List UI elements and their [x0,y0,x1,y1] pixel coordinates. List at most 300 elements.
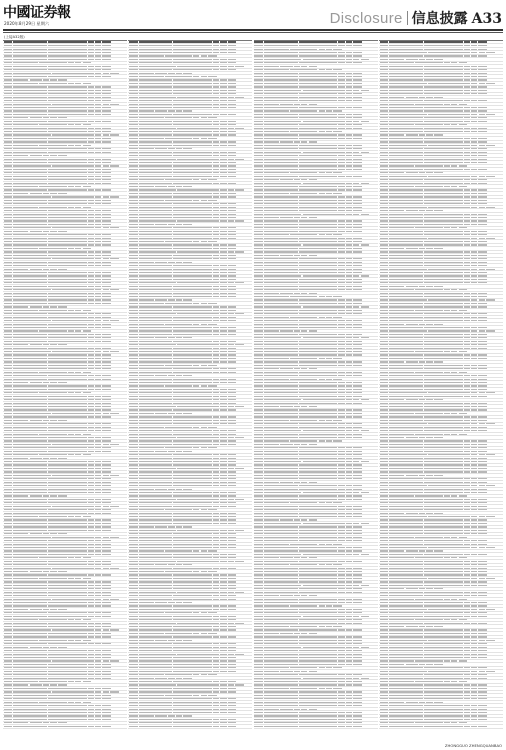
listing-cell [173,719,211,720]
listing-cell [102,52,111,53]
listing-cell [139,571,164,572]
listing-cell [319,564,325,565]
listing-cell [13,719,46,720]
listing-cell [52,475,94,476]
listing-cell [264,131,289,132]
listing-cell [353,581,362,582]
listing-cell [4,124,13,125]
listing-cell [464,203,470,204]
listing-cell [264,203,297,204]
listing-cell [228,320,237,321]
listing-cell [4,574,13,575]
listing-cell [13,499,46,500]
listing-cell [464,389,470,390]
listing-cell [254,458,263,459]
listing-cell [139,523,172,524]
listing-cell [176,564,182,565]
listing-cell [39,330,66,331]
listing-cell [4,179,13,180]
listing-cell [264,657,297,658]
listing-cell [220,358,226,359]
listing-cell [88,220,94,221]
listing-cell [129,605,138,606]
listing-cell [48,272,86,273]
listing-cell [88,523,94,524]
listing-cell [471,152,477,153]
listing-cell [346,389,352,390]
listing-cell [479,299,485,300]
listing-cell [52,134,94,135]
listing-cell [380,341,389,342]
listing-cell [471,265,477,266]
listing-cell [346,468,352,469]
listing-cell [228,165,237,166]
listing-cell [39,578,66,579]
listing-cell [254,330,263,331]
listing-cell [303,616,345,617]
listing-cell [13,117,28,118]
listing-cell [459,104,468,105]
listing-cell [4,97,13,98]
listing-cell [478,128,487,129]
listing-cell [177,406,219,407]
listing-cell [139,365,164,366]
listing-cell [4,702,13,703]
listing-cell [299,93,337,94]
listing-cell [95,406,101,407]
listing-cell [353,585,359,586]
listing-cell [419,248,425,249]
listing-cell [13,526,46,527]
listing-cell [346,244,352,245]
listing-cell [4,516,13,517]
listing-cell [201,55,207,56]
listing-cell [346,107,352,108]
listing-cell [95,444,101,445]
listing-cell [338,609,344,610]
listing-cell [95,537,101,538]
listing-cell [139,616,172,617]
listing-cell [95,471,101,472]
listing-cell [102,574,111,575]
listing-cell [220,275,226,276]
listing-cell [338,251,344,252]
listing-cell [30,495,42,496]
listing-cell [419,399,425,400]
listing-cell [48,540,86,541]
listing-cell [338,485,344,486]
listing-cell [264,341,297,342]
listing-cell [88,179,94,180]
listing-cell [139,506,172,507]
listing-cell [173,657,211,658]
listing-cell [95,561,101,562]
listing-cell [326,131,332,132]
listing-cell [338,416,344,417]
listing-cell [129,489,138,490]
listing-cell [380,385,389,386]
listing-cell [4,623,13,624]
listing-cell [451,413,457,414]
listing-cell [303,59,345,60]
listing-cell [68,434,74,435]
listing-cell [88,626,94,627]
listing-cell [129,193,138,194]
listing-cell [389,385,422,386]
listing-cell [346,681,352,682]
listing-cell [193,117,199,118]
listing-cell [139,110,154,111]
listing-cell [4,344,13,345]
listing-cell [13,275,46,276]
listing-cell [48,403,86,404]
listing-cell [129,83,138,84]
listing-cell [228,234,237,235]
listing-cell [264,705,297,706]
listing-cell [220,248,226,249]
listing-cell [338,286,344,287]
listing-cell [444,62,450,63]
listing-cell [464,255,470,256]
listing-cell [424,169,462,170]
listing-cell [478,196,487,197]
listing-cell [254,121,263,122]
listing-cell [4,698,13,699]
listing-cell [95,134,101,135]
listing-cell [264,509,297,510]
listing-cell [168,564,174,565]
listing-cell [228,317,237,318]
listing-cell [58,647,67,648]
listing-cell [102,605,111,606]
listing-cell [13,379,46,380]
listing-cell [338,495,344,496]
listing-cell [464,341,470,342]
listing-cell [380,406,389,407]
listing-cell [464,110,470,111]
listing-cell [48,554,86,555]
listing-cell [213,516,219,517]
listing-cell [361,337,370,338]
listing-cell [254,282,263,283]
listing-cell [424,55,462,56]
listing-cell [346,574,352,575]
listing-cell [139,165,172,166]
listing-cell [13,100,46,101]
listing-cell [208,303,217,304]
listing-cell [177,66,219,67]
listing-cell [389,413,414,414]
listing-cell [213,62,219,63]
listing-cell [95,550,101,551]
listing-cell [129,609,138,610]
listing-cell [353,389,362,390]
listing-cell [299,52,337,53]
listing-cell [389,90,422,91]
listing-cell [83,702,92,703]
listing-cell [139,351,172,352]
listing-cell [88,416,94,417]
listing-cell [254,52,263,53]
listing-cell [4,684,13,685]
listing-cell [129,506,138,507]
listing-cell [220,97,226,98]
listing-cell [13,73,50,74]
listing-cell [478,131,487,132]
listing-cell [471,282,477,283]
listing-cell [338,385,344,386]
listing-cell [50,684,56,685]
listing-cell [280,595,292,596]
listing-cell [4,502,13,503]
listing-cell [353,492,359,493]
listing-cell [13,715,46,716]
listing-cell [299,334,337,335]
listing-cell [173,482,211,483]
listing-cell [220,320,226,321]
listing-cell [95,523,101,524]
listing-cell [464,275,470,276]
listing-cell [213,293,219,294]
listing-cell [353,320,362,321]
listing-cell [280,709,292,710]
listing-cell [380,128,389,129]
listing-cell [13,327,46,328]
listing-cell [177,344,219,345]
listing-cell [213,392,219,393]
listing-cell [294,368,300,369]
listing-cell [471,162,477,163]
listing-cell [88,354,94,355]
listing-cell [254,698,263,699]
listing-cell [389,317,422,318]
listing-cell [380,220,389,221]
listing-cell [264,629,297,630]
listing-cell [13,141,46,142]
listing-cell [88,588,94,589]
listing-cell [48,561,86,562]
listing-cell [424,138,462,139]
listing-cell [338,698,344,699]
listing-cell [173,392,211,393]
listing-cell [380,100,389,101]
listing-cell [220,647,226,648]
listing-cell [13,121,46,122]
listing-cell [254,341,263,342]
listing-cell [353,416,362,417]
listing-cell [102,540,111,541]
listing-cell [228,389,237,390]
listing-cell [75,392,81,393]
listing-cell [220,616,226,617]
listing-cell [95,365,101,366]
listing-cell [424,403,462,404]
listing-cell [129,279,138,280]
listing-cell [68,62,74,63]
listing-cell [95,695,101,696]
listing-cell [235,189,244,190]
listing-cell [208,324,217,325]
listing-cell [228,585,237,586]
listing-cell [353,533,362,534]
listing-cell [173,578,211,579]
listing-cell [389,275,422,276]
listing-cell [254,602,263,603]
listing-cell [471,354,477,355]
listing-cell [13,416,46,417]
listing-cell [264,155,297,156]
listing-cell [13,492,46,493]
listing-cell [129,224,138,225]
listing-cell [220,59,226,60]
listing-cell [139,317,172,318]
listing-cell [254,79,263,80]
listing-cell [254,392,263,393]
listing-cell [299,86,337,87]
listing-cell [48,440,86,441]
listing-cell [48,179,86,180]
listing-cell [173,547,211,548]
listing-cell [228,440,237,441]
listing-cell [228,189,234,190]
listing-cell [173,506,211,507]
listing-cell [254,403,263,404]
listing-cell [220,437,226,438]
listing-cell [264,626,289,627]
listing-cell [254,348,263,349]
listing-cell [346,678,352,679]
listing-cell [13,571,28,572]
listing-cell [4,289,13,290]
listing-cell [102,667,111,668]
listing-cell [299,348,337,349]
listing-cell [13,169,46,170]
listing-cell [4,354,13,355]
listing-cell [478,403,487,404]
listing-cell [471,330,477,331]
listing-cell [102,671,111,672]
listing-cell [48,585,86,586]
listing-cell [478,79,487,80]
listing-cell [254,73,263,74]
listing-cell [88,251,94,252]
listing-cell [129,86,138,87]
listing-cell [380,423,389,424]
listing-cell [299,533,337,534]
listing-cell [326,440,332,441]
listing-cell [213,382,219,383]
listing-cell [48,220,86,221]
listing-cell [48,581,86,582]
listing-cell [129,93,138,94]
listing-cell [129,544,138,545]
listing-cell [88,709,94,710]
listing-cell [173,495,211,496]
listing-cell [139,660,172,661]
listing-cell [346,547,352,548]
listing-cell [48,654,86,655]
listing-cell [464,368,470,369]
listing-cell [254,117,263,118]
listing-cell [13,269,28,270]
listing-cell [353,516,362,517]
listing-cell [228,471,237,472]
listing-cell [48,678,86,679]
listing-cell [478,409,487,410]
listing-cell [129,554,138,555]
listing-cell [299,148,337,149]
listing-cell [299,341,337,342]
listing-cell [213,275,219,276]
listing-cell [139,537,172,538]
listing-cell [103,134,109,135]
listing-cell [338,568,344,569]
listing-cell [264,138,297,139]
listing-cell [338,344,344,345]
listing-cell [4,719,13,720]
listing-cell [353,636,362,637]
fund-listing-table [3,40,503,740]
listing-cell [338,674,344,675]
listing-cell [201,365,207,366]
listing-cell [419,134,425,135]
listing-cell [254,595,263,596]
listing-cell [220,434,226,435]
listing-cell [478,348,487,349]
listing-cell [4,464,13,465]
listing-cell [254,313,263,314]
listing-cell [13,282,46,283]
listing-cell [228,159,234,160]
listing-cell [264,334,297,335]
listing-cell [13,227,50,228]
listing-cell [254,303,263,304]
listing-cell [173,605,211,606]
listing-cell [48,69,86,70]
listing-cell [129,76,138,77]
listing-cell [220,623,226,624]
listing-cell [338,207,344,208]
listing-cell [220,269,226,270]
listing-cell [173,664,211,665]
listing-cell [95,636,101,637]
listing-cell [424,396,462,397]
listing-cell [254,540,263,541]
listing-cell [95,574,101,575]
listing-cell [13,299,46,300]
listing-cell [319,440,325,441]
listing-cell [424,141,462,142]
listing-cell [338,114,344,115]
listing-cell [220,409,226,410]
listing-cell [173,234,211,235]
listing-cell [4,585,13,586]
listing-cell [129,420,138,421]
listing-cell [173,581,211,582]
listing-cell [254,155,263,156]
listing-cell [4,183,13,184]
listing-cell [13,45,46,46]
listing-cell [380,258,389,259]
listing-cell [353,434,362,435]
listing-cell [434,361,443,362]
listing-cell [326,172,332,173]
listing-cell [48,489,86,490]
listing-cell [173,279,211,280]
listing-cell [471,389,477,390]
listing-cell [220,282,226,283]
listing-cell [208,76,217,77]
